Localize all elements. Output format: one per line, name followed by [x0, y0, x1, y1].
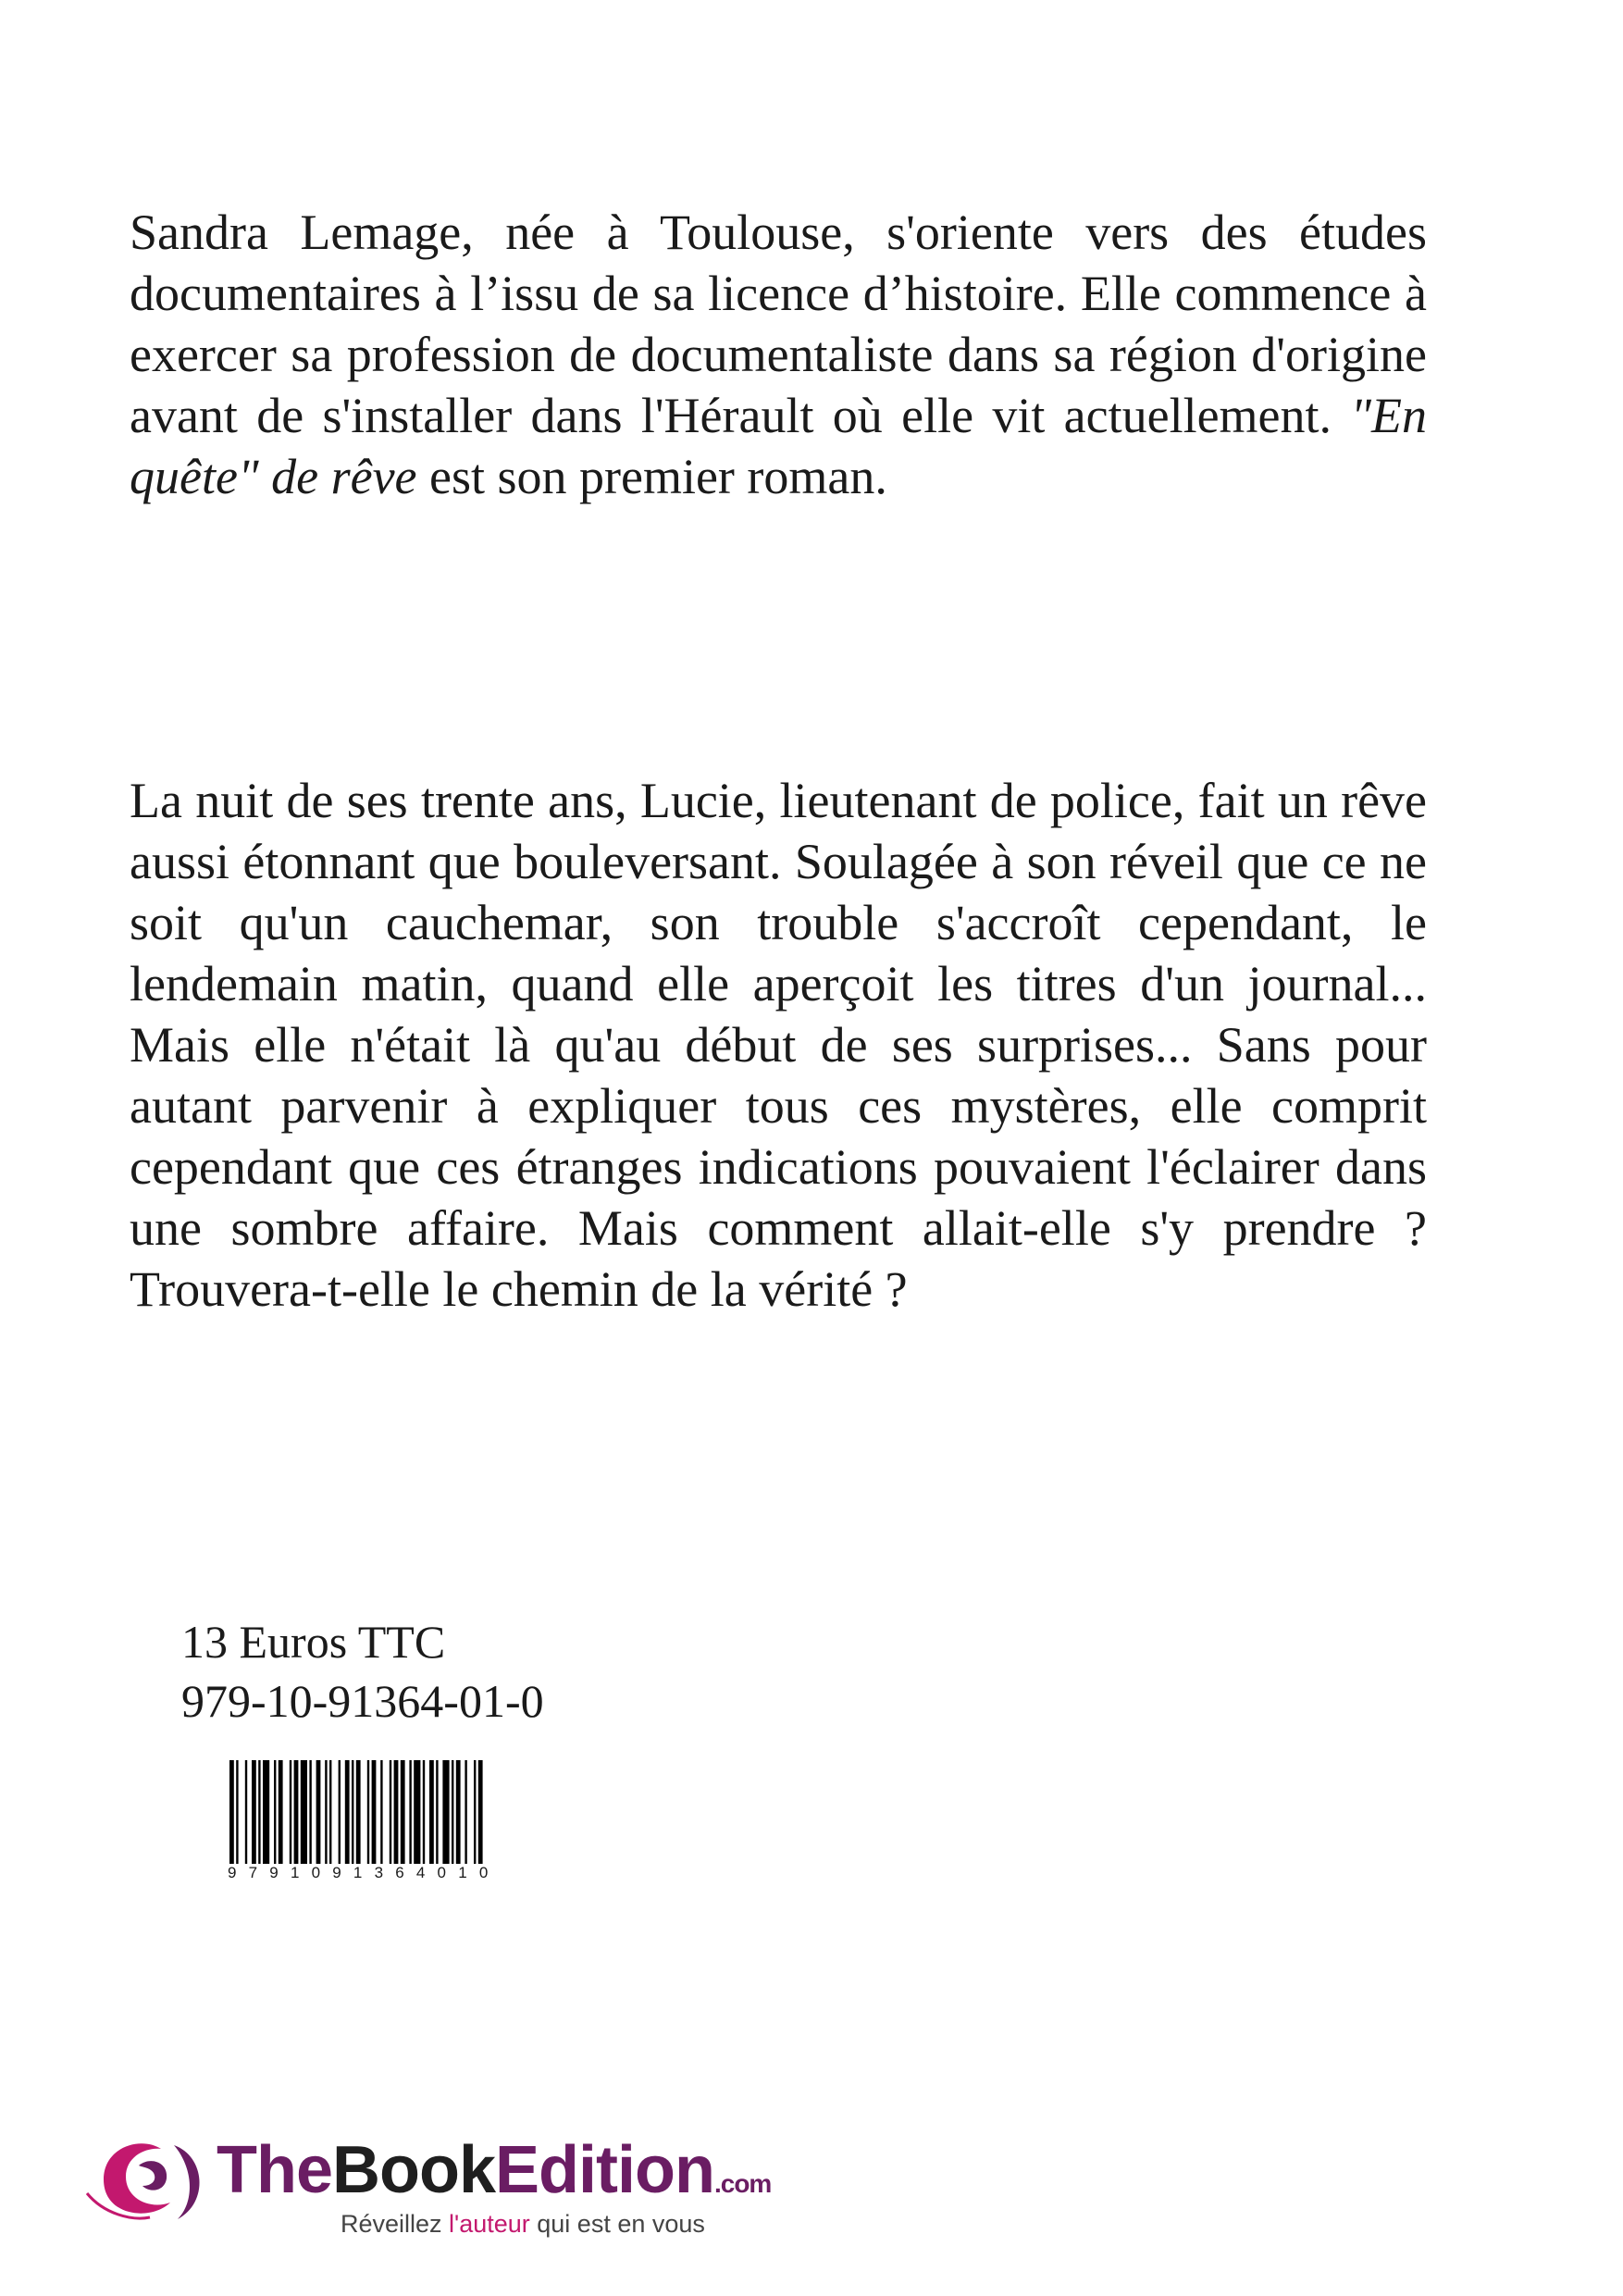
logo-the: The: [217, 2133, 333, 2207]
barcode: [222, 1760, 578, 1880]
logo-edition: Edition: [495, 2133, 714, 2207]
swirl-logo-icon: [85, 2128, 215, 2230]
bio-text: Sandra Lemage, née à Toulouse, s'oriente vers des études documentaires à l’issu de sa licence d’histoire. Elle commence à exercer sa profession de documentaliste dans sa région d'origine avant de s'installer dans l'Hérault où elle vit actuellement.: [130, 205, 1427, 443]
tagline-highlight: l'auteur: [449, 2210, 530, 2238]
book-title: "En quête" de rêve: [130, 388, 1427, 504]
logo-tagline: [341, 2210, 705, 2239]
barcode-digits: 9791091364010: [228, 1864, 501, 1881]
author-bio: [130, 202, 1427, 507]
logo-wordmark: [217, 2132, 771, 2208]
bio-text-end: est son premier roman.: [416, 449, 887, 504]
tagline-end: qui est en vous: [529, 2210, 705, 2238]
tagline-start: Réveillez: [341, 2210, 450, 2238]
book-summary: La nuit de ses trente ans, Lucie, lieutenant de police, fait un rêve aussi étonnant que bouleversant. Soulagée à son réveil que ce ne soit qu'un cauchemar, son trouble s'accroît cependant, le lendemain matin, quand elle aperçoit les titres d'un journal... Mais elle n'était là qu'au début de ses surprises... Sans pour autant parvenir à expliquer tous ces mystères, elle comprit cependant que ces étranges indications pouvaient l'éclairer dans une sombre affaire. Mais comment allait-elle s'y prendre ? Trouvera-t-elle le chemin de la vérité ?: [130, 773, 1427, 1317]
logo-book: Book: [332, 2133, 496, 2207]
isbn: 979-10-91364-01-0: [181, 1675, 544, 1727]
logo-tld: .com: [713, 2169, 772, 2198]
price: 13 Euros TTC: [181, 1616, 446, 1668]
publisher-logo: [85, 2128, 844, 2249]
